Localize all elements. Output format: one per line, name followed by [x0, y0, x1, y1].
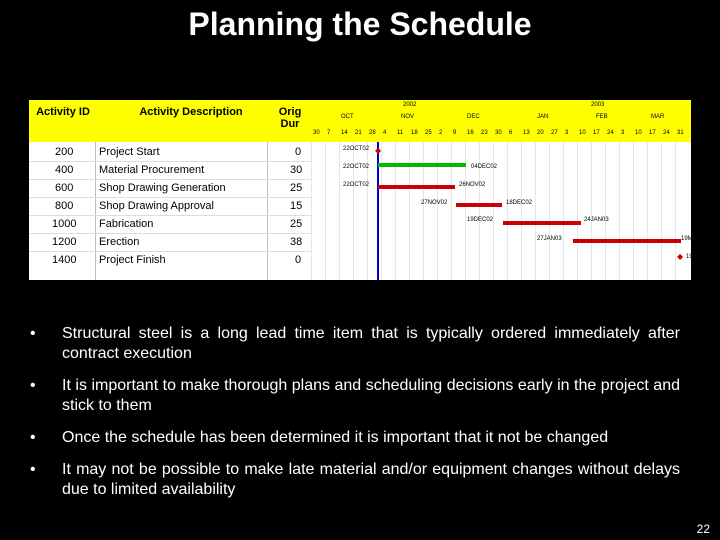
activity-id: 1400 — [52, 254, 77, 266]
header-activity-id: Activity ID — [36, 106, 90, 118]
day-label: 9 — [453, 130, 457, 136]
grid-line — [521, 142, 522, 280]
year-label: 2002 — [403, 102, 417, 108]
day-label: 20 — [537, 130, 544, 136]
grid-line — [311, 142, 312, 280]
table-row — [29, 215, 311, 233]
orig-dur: 30 — [290, 164, 303, 176]
orig-dur: 0 — [295, 254, 302, 266]
gantt-bar — [573, 239, 681, 243]
orig-dur: 25 — [290, 182, 303, 194]
grid-line — [591, 142, 592, 280]
day-label: 18 — [411, 130, 418, 136]
gantt-bar — [378, 185, 455, 189]
day-label: 23 — [481, 130, 488, 136]
grid-line — [479, 142, 480, 280]
bar-label: 27JAN03 — [537, 236, 562, 242]
grid-line — [577, 142, 578, 280]
year-label: 2003 — [591, 102, 605, 108]
day-label: 28 — [369, 130, 376, 136]
grid-line — [339, 142, 340, 280]
bar-label: 04DEC02 — [471, 164, 498, 170]
day-label: 3 — [565, 130, 569, 136]
day-label: 31 — [677, 130, 684, 136]
bar-label: 18DEC02 — [506, 200, 533, 206]
orig-dur: 15 — [290, 200, 303, 212]
grid-line — [675, 142, 676, 280]
bullet-list — [30, 324, 680, 512]
day-label: 2 — [439, 130, 443, 136]
table-row — [29, 161, 311, 179]
day-label: 17 — [649, 130, 656, 136]
day-label: 25 — [425, 130, 432, 136]
grid-line — [353, 142, 354, 280]
milestone-marker: ◆ — [677, 252, 684, 261]
day-label: 10 — [579, 130, 586, 136]
day-label: 14 — [341, 130, 348, 136]
bar-label: 22OCT02 — [343, 182, 370, 188]
bar-label: 24JAN03 — [584, 217, 609, 223]
grid-line — [647, 142, 648, 280]
orig-dur: 38 — [290, 236, 303, 248]
day-label: 30 — [495, 130, 502, 136]
month-label: NOV — [401, 114, 415, 120]
table-row — [29, 179, 311, 197]
grid-line — [507, 142, 508, 280]
table-row — [29, 143, 311, 161]
activity-id: 1200 — [52, 236, 77, 248]
activity-description: Material Procurement — [99, 164, 205, 176]
orig-dur: 0 — [295, 146, 302, 158]
bar-label: 27NOV02 — [421, 200, 448, 206]
activity-description: Fabrication — [99, 218, 154, 230]
activity-id: 400 — [55, 164, 74, 176]
gantt-bar — [503, 221, 581, 225]
day-label: 24 — [663, 130, 670, 136]
month-label: JAN — [537, 114, 549, 120]
schedule-chart — [29, 100, 713, 280]
activity-description: Erection — [99, 236, 140, 248]
day-label: 17 — [593, 130, 600, 136]
bar-label: 26NOV02 — [459, 182, 486, 188]
header-activity-description: Activity Description — [139, 106, 243, 118]
grid-line — [493, 142, 494, 280]
bullet-item — [30, 428, 680, 448]
table-row — [29, 197, 311, 215]
grid-line — [563, 142, 564, 280]
bullet-text: Once the schedule has been determined it is important that it not be changed — [62, 429, 609, 446]
activity-description: Project Finish — [99, 254, 166, 266]
activity-id: 1000 — [52, 218, 77, 230]
day-label: 4 — [383, 130, 387, 136]
bar-label: 22OCT02 — [343, 146, 370, 152]
bullet-item — [30, 324, 680, 364]
activity-id: 600 — [55, 182, 74, 194]
grid-line — [367, 142, 368, 280]
month-label: DEC — [467, 114, 480, 120]
activity-description: Shop Drawing Approval — [99, 200, 214, 212]
bullet-marker: • — [30, 325, 36, 342]
grid-line — [619, 142, 620, 280]
bullet-text: Structural steel is a long lead time item that is typically ordered immediately after contract execution — [62, 325, 680, 362]
gantt-bar — [378, 163, 466, 167]
day-label: 21 — [355, 130, 362, 136]
slide-title: Planning the Schedule — [188, 6, 532, 42]
bar-label: 19MAR03 — [681, 236, 708, 242]
gantt-timeline — [311, 100, 713, 280]
bullet-item — [30, 376, 680, 416]
bullet-marker: • — [30, 461, 36, 478]
grid-line — [549, 142, 550, 280]
activity-description: Shop Drawing Generation — [99, 182, 226, 194]
grid-line — [633, 142, 634, 280]
bullet-marker: • — [30, 377, 36, 394]
bullet-item — [30, 460, 680, 500]
grid-line — [325, 142, 326, 280]
milestone-marker: ◆ — [375, 146, 382, 155]
bullet-text: It may not be possible to make late material and/or equipment changes without delays due to limited availability — [62, 461, 680, 498]
gantt-bar — [456, 203, 502, 207]
day-label: 16 — [467, 130, 474, 136]
orig-dur: 25 — [290, 218, 303, 230]
table-row — [29, 233, 311, 251]
day-label: 10 — [635, 130, 642, 136]
day-label: 3 — [621, 130, 625, 136]
day-label: 27 — [551, 130, 558, 136]
table-row — [29, 251, 311, 269]
activity-id: 800 — [55, 200, 74, 212]
activity-id: 200 — [55, 146, 74, 158]
day-label: 11 — [397, 130, 404, 136]
bar-label: 22OCT02 — [343, 164, 370, 170]
day-label: 13 — [523, 130, 530, 136]
bar-label: 19DEC02 — [467, 217, 494, 223]
activity-description: Project Start — [99, 146, 160, 158]
grid-line — [535, 142, 536, 280]
day-label: 6 — [509, 130, 513, 136]
grid-line — [605, 142, 606, 280]
bullet-text: It is important to make thorough plans and scheduling decisions early in the project and stick to them — [62, 377, 680, 414]
month-label: OCT — [341, 114, 354, 120]
grid-line — [661, 142, 662, 280]
month-label: FEB — [596, 114, 608, 120]
header-orig-dur: Orig Dur — [278, 106, 302, 130]
bar-label: 19MAR03 — [686, 254, 713, 260]
day-label: 7 — [327, 130, 331, 136]
page-number: 22 — [696, 522, 710, 536]
bullet-marker: • — [30, 429, 36, 446]
day-label: 30 — [313, 130, 320, 136]
month-label: MAR — [651, 114, 665, 120]
day-label: 24 — [607, 130, 614, 136]
